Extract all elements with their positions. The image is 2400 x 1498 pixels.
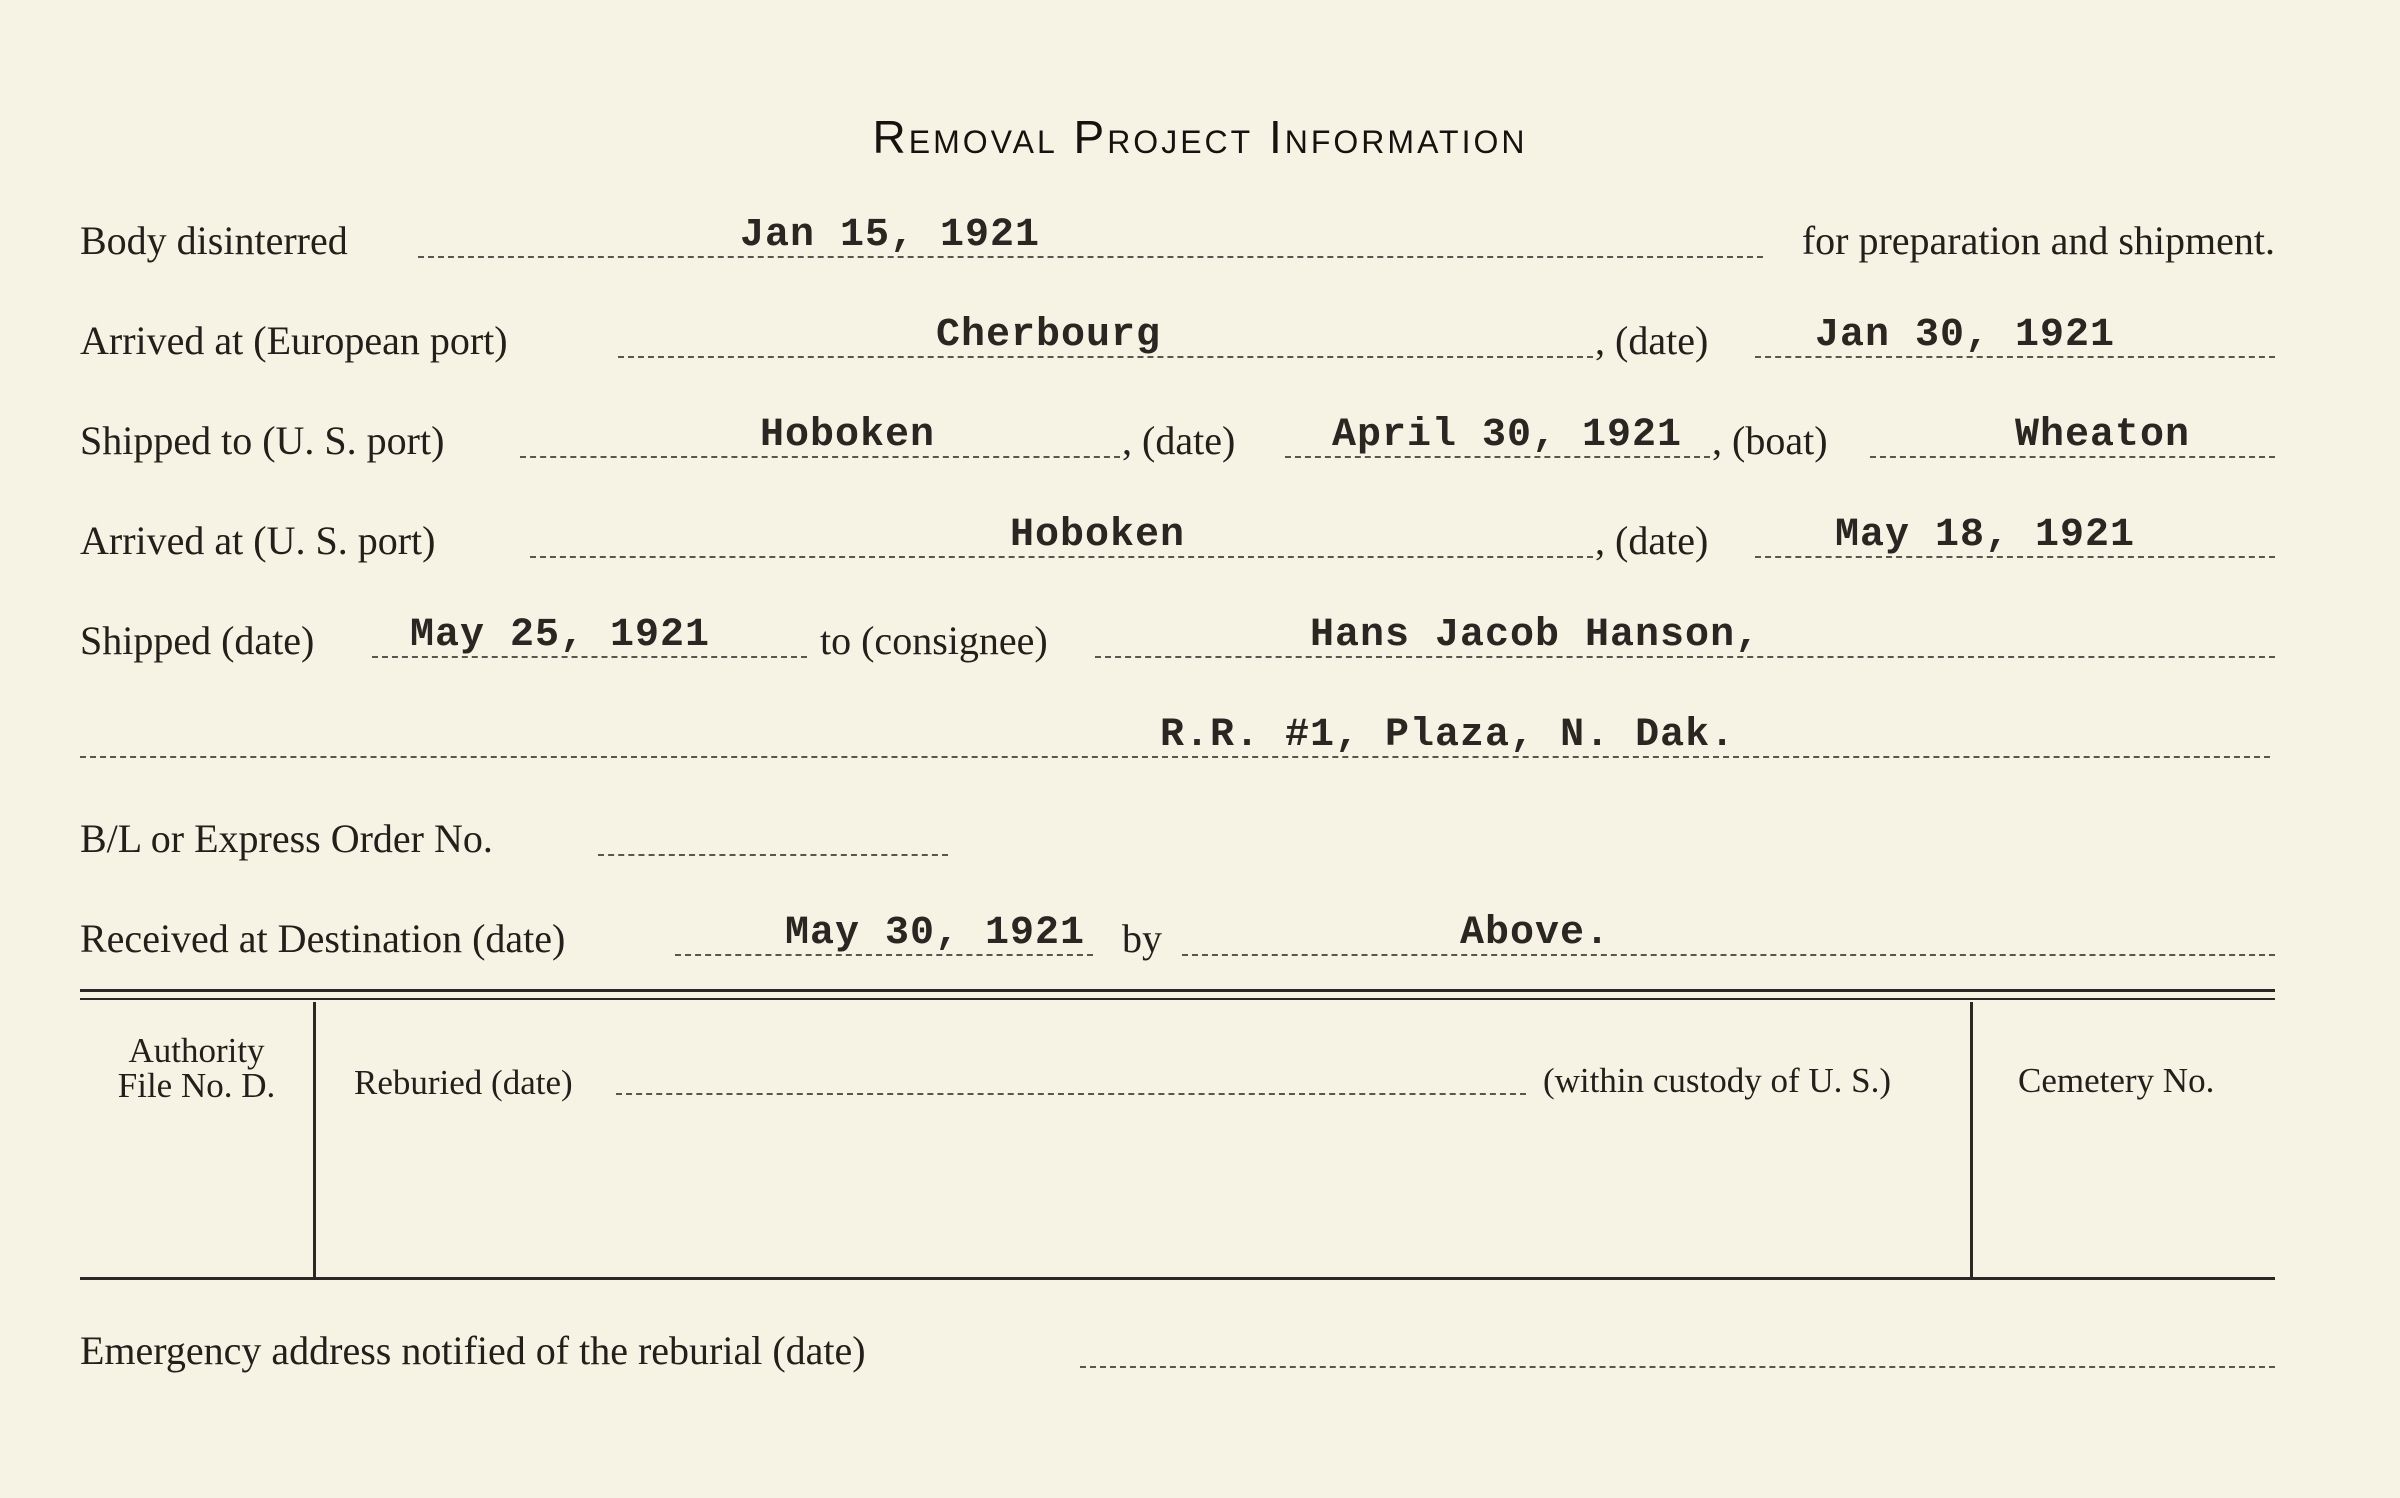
label-shipped-date: Shipped (date) xyxy=(80,618,315,663)
label-boat: , (boat) xyxy=(1712,418,1828,463)
dotted-line xyxy=(616,1093,1526,1095)
label-shipped-us-port: Shipped to (U. S. port) xyxy=(80,418,445,463)
dotted-line xyxy=(598,854,948,856)
row-shipped-us-port xyxy=(80,412,2275,472)
value-arrived-us-port[interactable]: Hoboken xyxy=(1010,513,1186,558)
row-consignee-address xyxy=(80,712,2275,772)
value-boat[interactable]: Wheaton xyxy=(2015,413,2191,458)
value-consignee-address[interactable]: R.R. #1, Plaza, N. Dak. xyxy=(1160,713,1736,758)
value-shipped-date[interactable]: April 30, 1921 xyxy=(1332,413,1683,458)
label-to-consignee: to (consignee) xyxy=(820,618,1048,663)
dotted-line xyxy=(418,256,1763,258)
label-arrived-european-port: Arrived at (European port) xyxy=(80,318,508,363)
value-received-by[interactable]: Above. xyxy=(1460,911,1611,956)
label-cemetery-no: Cemetery No. xyxy=(2018,1061,2215,1100)
value-european-port[interactable]: Cherbourg xyxy=(936,313,1162,358)
label-arrived-us-port: Arrived at (U. S. port) xyxy=(80,518,436,563)
dotted-line xyxy=(1080,1366,2275,1368)
value-european-port-date[interactable]: Jan 30, 1921 xyxy=(1815,313,2116,358)
label-by: by xyxy=(1122,916,1162,961)
value-received-date[interactable]: May 30, 1921 xyxy=(785,911,1086,956)
dotted-line xyxy=(1182,954,2275,956)
value-arrived-us-date[interactable]: May 18, 1921 xyxy=(1835,513,2136,558)
label-within-custody: (within custody of U. S.) xyxy=(1543,1061,1892,1100)
label-file-no: File No. D. xyxy=(117,1066,276,1105)
label-date: , (date) xyxy=(1595,318,1709,363)
row-arrived-european-port xyxy=(80,312,2275,372)
row-bl-express-order xyxy=(80,810,2275,870)
row-shipped-consignee xyxy=(80,612,2275,672)
label-reburied-date: Reburied (date) xyxy=(354,1063,573,1102)
column-divider-right xyxy=(1970,1002,1973,1277)
column-divider-left xyxy=(313,1002,316,1277)
label-emergency-address: Emergency address notified of the reburial (date) xyxy=(80,1328,866,1373)
label-date: , (date) xyxy=(1122,418,1236,463)
section-divider-top-inner xyxy=(80,998,2275,1000)
card-title: Removal Project Information xyxy=(872,111,1528,163)
label-body-disinterred: Body disinterred xyxy=(80,218,348,263)
value-consignee[interactable]: Hans Jacob Hanson, xyxy=(1310,613,1761,658)
label-authority: Authority xyxy=(128,1031,265,1070)
row-arrived-us-port xyxy=(80,512,2275,572)
value-us-port[interactable]: Hoboken xyxy=(760,413,936,458)
label-bl-express-order: B/L or Express Order No. xyxy=(80,816,493,861)
value-shipped-date[interactable]: May 25, 1921 xyxy=(410,613,711,658)
label-authority-file xyxy=(80,1033,313,1103)
row-body-disinterred xyxy=(80,212,2275,272)
section-divider-top xyxy=(80,989,2275,992)
label-date: , (date) xyxy=(1595,518,1709,563)
row-emergency-address xyxy=(80,1322,2275,1382)
label-received-destination: Received at Destination (date) xyxy=(80,916,566,961)
label-preparation-shipment: for preparation and shipment. xyxy=(1801,218,2275,263)
row-received-destination xyxy=(80,910,2275,970)
section-divider-bottom xyxy=(80,1277,2275,1280)
value-disinterred-date[interactable]: Jan 15, 1921 xyxy=(740,213,1041,258)
